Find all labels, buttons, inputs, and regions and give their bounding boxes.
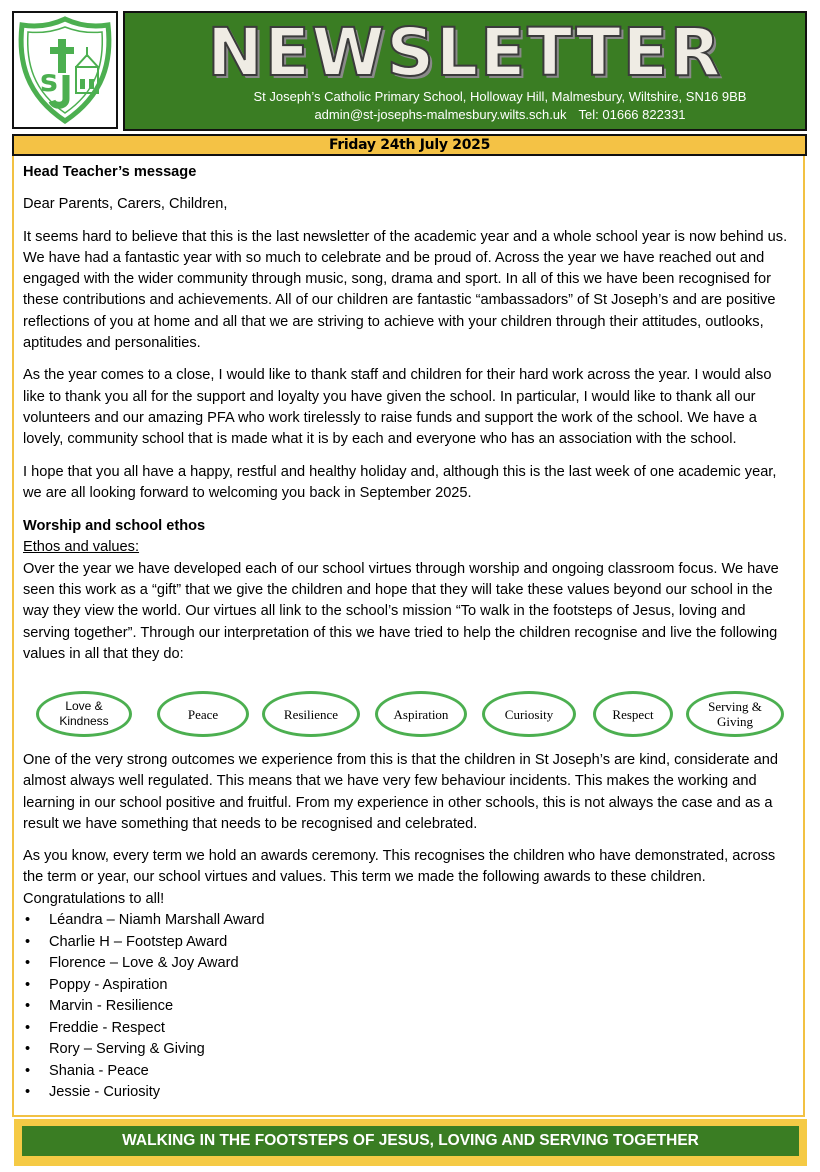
school-motto: WALKING IN THE FOOTSTEPS OF JESUS, LOVING AND SERVING TOGETHER bbox=[22, 1126, 799, 1156]
bullet-icon: • bbox=[25, 976, 31, 993]
footer bbox=[14, 1119, 807, 1166]
awards-intro: As you know, every term we hold an awards ceremony. This recognises the children who have demonstrated, across the term or year, our school virtues and values. This term we made the following awards to these children. Congratulations to all! bbox=[23, 848, 776, 907]
school-address: St Joseph’s Catholic Primary School, Holloway Hill, Malmesbury, Wiltshire, SN16 9BB bbox=[253, 89, 747, 104]
bullet-icon: • bbox=[25, 1041, 31, 1058]
message-paragraph: As the year comes to a close, I would like to thank staff and children for their hard work across the year. I would also like to thank you all for the support and loyalty you have given the school. In particular, I would like to thank all our volunteers and our amazing PFA who work tirelessly to raise funds and support the work of the school. We have a lovely, community school that is made what it is by each and everyone who has an association with the school. bbox=[23, 367, 772, 448]
ethos-subheading: Ethos and values: bbox=[23, 539, 140, 556]
bullet-icon: • bbox=[25, 1084, 31, 1101]
school-phone: Tel: 01666 822331 bbox=[578, 107, 686, 122]
bullet-icon: • bbox=[25, 998, 31, 1015]
list-item: • Poppy - Aspiration bbox=[23, 975, 793, 997]
svg-text:s: s bbox=[40, 64, 58, 99]
list-item: • Shania - Peace bbox=[23, 1061, 793, 1083]
value-respect: Respect bbox=[593, 691, 673, 737]
header-banner bbox=[123, 11, 807, 131]
value-resilience: Resilience bbox=[262, 691, 360, 737]
list-item: • Jessie - Curiosity bbox=[23, 1082, 793, 1104]
newsletter-title: NEWSLETTER bbox=[207, 14, 723, 91]
list-item: • Florence – Love & Joy Award bbox=[23, 953, 793, 975]
bullet-icon: • bbox=[25, 912, 31, 929]
list-item: • Rory – Serving & Giving bbox=[23, 1039, 793, 1061]
list-item: • Marvin - Resilience bbox=[23, 996, 793, 1018]
greeting: Dear Parents, Carers, Children, bbox=[23, 196, 228, 213]
issue-date: Friday 24th July 2025 bbox=[12, 134, 807, 156]
school-email[interactable]: admin@st-josephs-malmesbury.wilts.sch.uk bbox=[314, 107, 567, 122]
list-item: • Léandra – Niamh Marshall Award bbox=[23, 910, 793, 932]
message-paragraph: It seems hard to believe that this is the last newsletter of the academic year and a whole school year is now behind us. We have had a fantastic year with so much to celebrate and be proud of. Across the year we have reached out and engaged with the wider community through music, song, drama and sport. In all of this we have been recognised for these contributions and achievements. All of our children are fantastic “ambassadors” of St Joseph’s and are positive reflections of you at home and all that we are striving to achieve with your children through their attitudes, outlooks, aptitudes and personalities. bbox=[23, 228, 788, 352]
message-paragraph: I hope that you all have a happy, restful and healthy holiday and, although this is the last week of one academic year, we are all looking forward to welcoming you back in September 2025. bbox=[23, 463, 777, 501]
values-row bbox=[14, 691, 794, 743]
bullet-icon: • bbox=[25, 955, 31, 972]
value-peace: Peace bbox=[157, 691, 249, 737]
awards-list bbox=[23, 910, 793, 1104]
bullet-icon: • bbox=[25, 933, 31, 950]
list-item: • Freddie - Respect bbox=[23, 1018, 793, 1040]
value-aspiration: Aspiration bbox=[375, 691, 467, 737]
head-teacher-heading: Head Teacher’s message bbox=[23, 164, 197, 180]
ethos-outcome: One of the very strong outcomes we experience from this is that the children in St Joseph’s are kind, considerate and almost always well regulated. This means that we have very few behaviour incidents. This makes the working and learning in our school positive and fruitful. From my experience in other schools, this is not always the case and as a result we have something that needs to be recognised and celebrated. bbox=[23, 752, 778, 832]
ethos-heading: Worship and school ethos bbox=[23, 518, 206, 535]
bullet-icon: • bbox=[25, 1019, 31, 1036]
value-love-kindness: Love & Kindness bbox=[36, 691, 132, 737]
bullet-icon: • bbox=[25, 1062, 31, 1079]
value-curiosity: Curiosity bbox=[482, 691, 576, 737]
newsletter-body bbox=[12, 156, 805, 1117]
shield-crest-icon bbox=[14, 13, 116, 127]
school-contact bbox=[195, 107, 805, 123]
value-serving-giving: Serving & Giving bbox=[686, 691, 784, 737]
ethos-intro: Over the year we have developed each of our school virtues through worship and ongoing classroom focus. We have seen this work as a “gift” that we give the children and hope that they will take these values beyond our school in the way they view the world. Our virtues all link to the school’s mission “To walk in the footsteps of Jesus, loving and serving together”. Through our interpretation of this we have tried to help the children recognise and live the following values in all that they do: bbox=[23, 560, 779, 662]
list-item: • Charlie H – Footstep Award bbox=[23, 932, 793, 954]
school-logo bbox=[12, 11, 118, 129]
